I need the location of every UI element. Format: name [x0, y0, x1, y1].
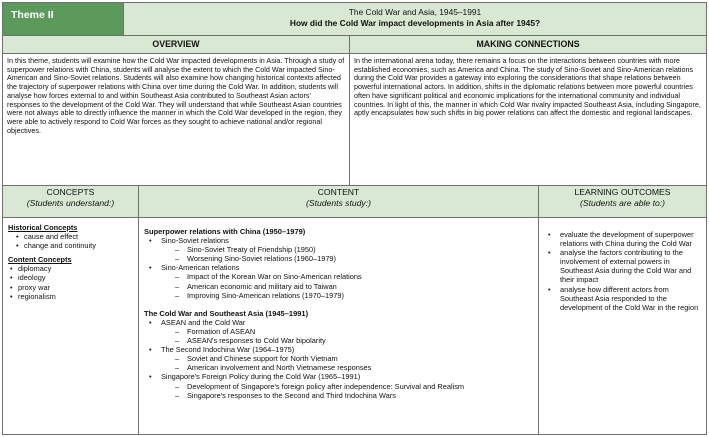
sub-list	[161, 382, 533, 400]
content-subheading: (Students study:)	[306, 198, 371, 208]
concepts-column	[2, 217, 139, 435]
list-item: • diplomacy	[10, 264, 133, 273]
list-item	[149, 263, 533, 299]
sub-list	[161, 245, 533, 263]
historical-concepts-title: Historical Concepts	[8, 223, 78, 232]
sub-list-item: – ASEAN's responses to Cold War bipolarity	[175, 336, 533, 345]
theme-title-box	[123, 2, 707, 36]
connections-heading: MAKING CONNECTIONS	[349, 35, 707, 54]
connections-text: In the international arena today, there remains a focus on the interactions between countries with more established economies, such as America and China. The study of Sino-Soviet and Sino-American relations during the Cold War provides a gateway into exploring the considerations that shape relations between powerful international actors. In addition, shifts in the diplomatic relations between more powerful countries often have significant political and economic implications for the international community and individual countries. In light of this, the manner in which Cold War rivalry impacted Southeast Asia, including Singapore, aptly encapsulates how such shifts in big power relations can affect the domestic and regional landscapes.	[349, 53, 707, 186]
list-item: • analyse the factors contributing to the involvement of external powers in Southeast Asia during the Cold War and their impact	[548, 248, 701, 284]
outcomes-list	[544, 230, 701, 312]
content-section-title: The Cold War and Southeast Asia (1945–1991)	[144, 308, 309, 318]
sub-list-item: – American economic and military aid to Taiwan	[175, 282, 533, 291]
overview-heading: OVERVIEW	[2, 35, 350, 54]
content-section-list	[144, 236, 533, 300]
sub-list-item: – Sino-Soviet Treaty of Friendship (1950)	[175, 245, 533, 254]
list-item-label: ASEAN and the Cold War	[161, 317, 246, 327]
outcomes-heading-box	[538, 185, 707, 218]
sub-list	[161, 354, 533, 372]
list-item-label: Sino-Soviet relations	[161, 236, 229, 246]
theme-label-text: Theme II	[11, 9, 54, 21]
theme-title: The Cold War and Asia, 1945–1991	[348, 7, 482, 17]
content-heading: CONTENT	[317, 187, 360, 197]
overview-text: In this theme, students will examine how the Cold War impacted developments in Asia. Through a study of superpower relations with China, students will analyse the extent to which the Cold War impacted Sino-American and Sino-Soviet relations. Students will also examine how changing historical contexts affected the trajectory of superpower relations with China over time during the Cold War. In addition, students will analyse how forces external to and within Southeast Asia contributed to Southeast Asian actors' responses to the development of the Cold War. They will understand that while Southeast Asian countries were not always able to directly influence the manner in which the Cold War developed in the region, they were able to actively respond to Cold War forces as they sought to achieve national and/or regional objectives.	[2, 53, 350, 186]
outcomes-subheading: (Students are able to:)	[579, 198, 666, 208]
outcomes-heading: LEARNING OUTCOMES	[574, 187, 671, 197]
content-concepts-title: Content Concepts	[8, 255, 72, 265]
list-item	[149, 236, 533, 263]
content-concepts-list	[8, 264, 133, 300]
sub-list-item: – Singapore's responses to the Second and Third Indochina Wars	[175, 391, 533, 400]
list-item: • cause and effect	[16, 232, 133, 241]
theme-question: How did the Cold War impact developments in Asia after 1945?	[289, 18, 541, 28]
sub-list-item: – Soviet and Chinese support for North Vietnam	[175, 354, 533, 363]
list-item-label: Sino-American relations	[161, 263, 240, 273]
list-item-label: The Second Indochina War (1964–1975)	[161, 345, 295, 355]
sub-list-item: – Formation of ASEAN	[175, 327, 533, 336]
sub-list-item: – Worsening Sino-Soviet relations (1960–1979)	[175, 254, 533, 263]
list-item-label: Singapore's Foreign Policy during the Cold War (1965–1991)	[161, 372, 361, 382]
historical-concepts-list	[8, 232, 133, 250]
sub-list-item: – American involvement and North Vietnamese responses	[175, 363, 533, 372]
concepts-heading: CONCEPTS	[46, 187, 95, 197]
list-item: • regionalism	[10, 292, 133, 301]
sub-list	[161, 327, 533, 345]
sub-list-item: – Development of Singapore's foreign policy after independence: Survival and Realism	[175, 382, 533, 391]
list-item	[149, 372, 533, 399]
content-section-list	[144, 318, 533, 400]
theme-label	[2, 2, 124, 36]
content-column	[138, 217, 539, 435]
outcomes-column	[538, 217, 707, 435]
list-item	[149, 345, 533, 372]
concepts-subheading: (Students understand:)	[26, 198, 115, 208]
list-item: • proxy war	[10, 283, 133, 292]
sub-list	[161, 272, 533, 299]
list-item: • analyse how different actors from Southeast Asia responded to the development of the Cold War in the region	[548, 285, 701, 312]
list-item	[149, 318, 533, 345]
content-heading-box	[138, 185, 539, 218]
list-item: • evaluate the development of superpower relations with China during the Cold War	[548, 230, 701, 248]
concepts-heading-box	[2, 185, 139, 218]
list-item: • change and continuity	[16, 241, 133, 250]
content-section-title: Superpower relations with China (1950–1979)	[144, 227, 306, 236]
list-item: • ideology	[10, 273, 133, 282]
sub-list-item: – Improving Sino-American relations (1970–1979)	[175, 291, 533, 300]
sub-list-item: – Impact of the Korean War on Sino-American relations	[175, 272, 533, 281]
